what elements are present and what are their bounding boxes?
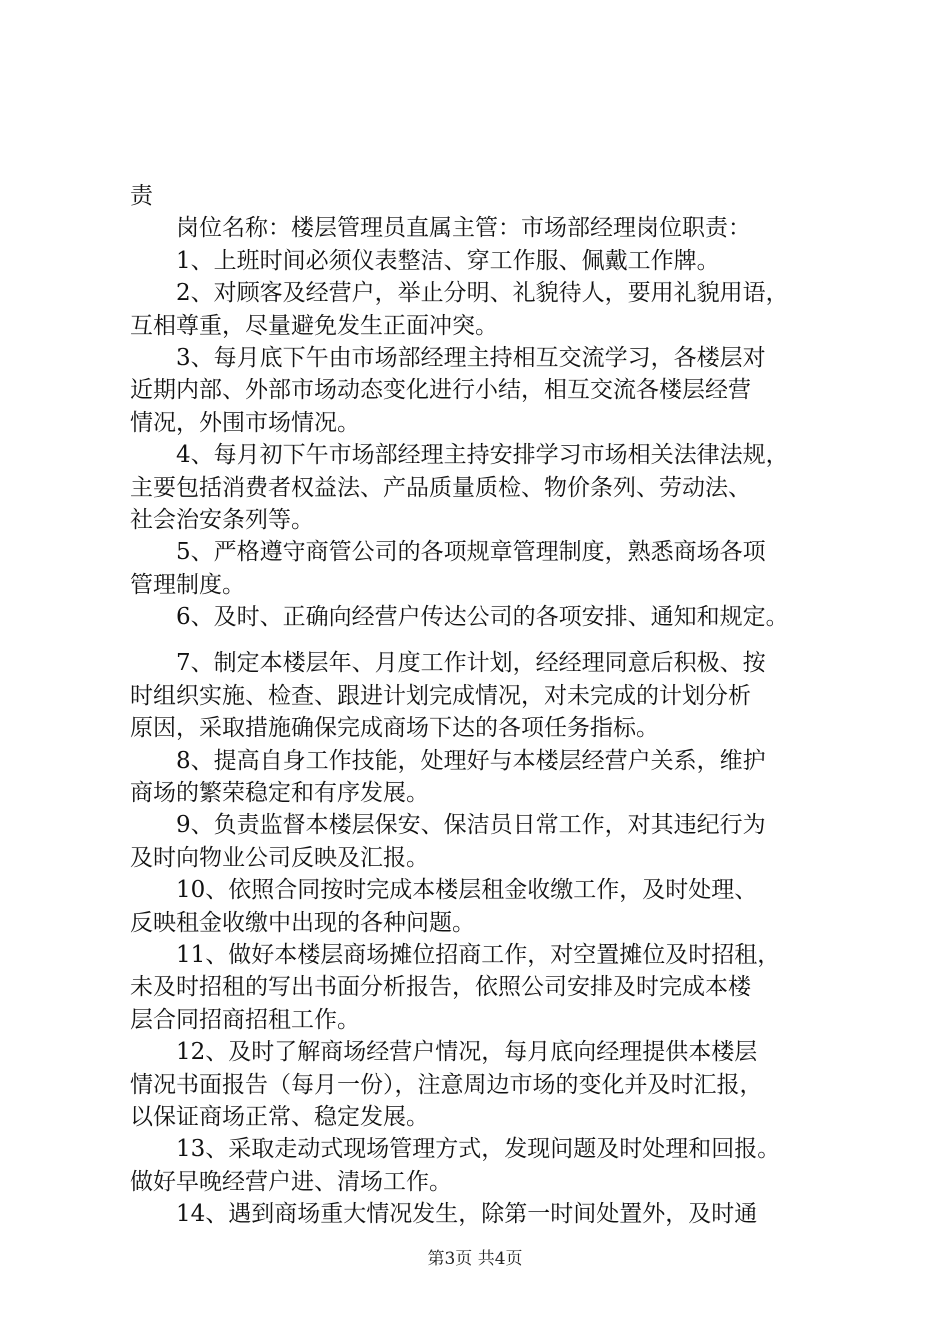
text-line: 1、上班时间必须仪表整洁、穿工作服、佩戴工作牌。: [176, 247, 720, 274]
text-line: 及时向物业公司反映及汇报。: [130, 844, 429, 871]
paragraph-gap: [130, 633, 850, 647]
page-footer: [0, 1244, 950, 1269]
text-line: 10、依照合同按时完成本楼层租金收缴工作，及时处理、: [176, 877, 758, 904]
text-line: 未及时招租的写出书面分析报告，依照公司安排及时完成本楼: [130, 974, 751, 1001]
text-line: 近期内部、外部市场动态变化进行小结，相互交流各楼层经营: [130, 377, 751, 404]
text-line: 5、严格遵守商管公司的各项规章管理制度，熟悉商场各项: [176, 539, 766, 566]
text-line: 反映租金收缴中出现的各种问题。: [130, 909, 475, 936]
text-line: 7、制定本楼层年、月度工作计划，经经理同意后积极、按: [176, 650, 766, 677]
text-line: 主要包括消费者权益法、产品质量质检、物价条列、劳动法、: [130, 474, 751, 501]
text-line: 互相尊重，尽量避免发生正面冲突。: [130, 312, 498, 339]
text-line: 情况书面报告（每月一份），注意周边市场的变化并及时汇报，: [130, 1071, 763, 1098]
text-line: 2、对顾客及经营户，举止分明、礼貌待人，要用礼貌用语，: [176, 280, 789, 307]
text-line: 4、每月初下午市场部经理主持安排学习市场相关法律法规，: [176, 442, 789, 469]
text-line: 13、采取走动式现场管理方式，发现问题及时处理和回报。: [176, 1136, 781, 1163]
text-line: 12、及时了解商场经营户情况，每月底向经理提供本楼层: [176, 1039, 758, 1066]
text-line: 6、及时、正确向经营户传达公司的各项安排、通知和规定。: [176, 604, 789, 631]
page-indicator: 第3页 共4页: [427, 1249, 523, 1269]
text-line: 11、做好本楼层商场摊位招商工作，对空置摊位及时招租，: [176, 941, 781, 968]
document-body: [130, 180, 850, 1231]
text-line: 管理制度。: [130, 571, 245, 598]
text-line: 3、每月底下午由市场部经理主持相互交流学习，各楼层对: [176, 344, 766, 371]
text-line: 情况，外围市场情况。: [130, 409, 360, 436]
text-line: 14、遇到商场重大情况发生，除第一时间处置外，及时通: [176, 1201, 758, 1228]
text-line: 层合同招商招租工作。: [130, 1006, 360, 1033]
text-line: 时组织实施、检查、跟进计划完成情况，对未完成的计划分析: [130, 682, 751, 709]
text-line: 责: [130, 183, 153, 209]
text-line: 商场的繁荣稳定和有序发展。: [130, 780, 429, 807]
text-line: 以保证商场正常、稳定发展。: [130, 1103, 429, 1130]
text-line: 社会治安条列等。: [130, 506, 314, 533]
text-line: 岗位名称：楼层管理员直属主管：市场部经理岗位职责：: [176, 215, 751, 242]
text-line: 9、负责监督本楼层保安、保洁员日常工作，对其违纪行为: [176, 812, 766, 839]
text-line: 8、提高自身工作技能，处理好与本楼层经营户关系，维护: [176, 747, 766, 774]
text-line: 原因，采取措施确保完成商场下达的各项任务指标。: [130, 715, 659, 742]
text-line: 做好早晚经营户进、清场工作。: [130, 1168, 452, 1195]
